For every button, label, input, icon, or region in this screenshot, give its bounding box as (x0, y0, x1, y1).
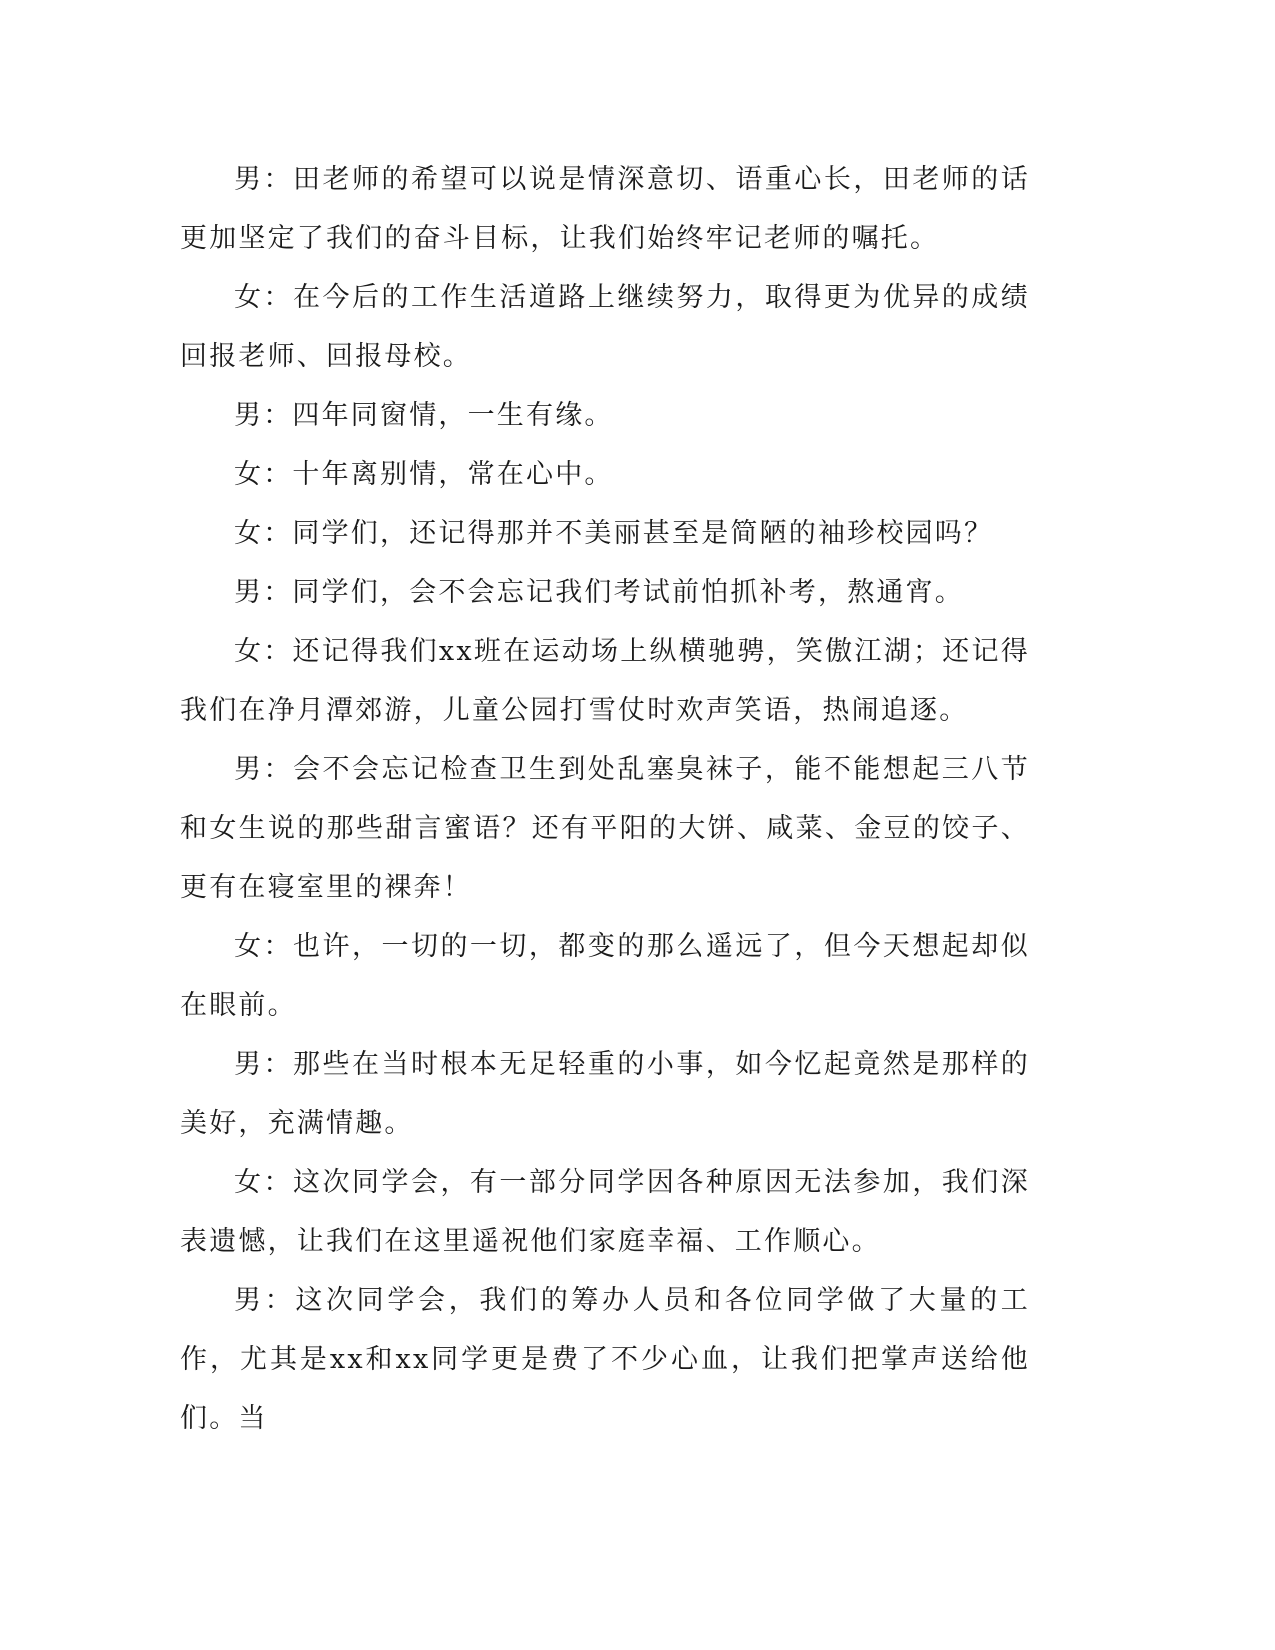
document-body (180, 150, 1030, 1448)
paragraph: 女：十年离别情，常在心中。 (234, 459, 614, 490)
paragraph: 男：那些在当时根本无足轻重的小事，如今忆起竟然是那样的美好，充满情趣。 (180, 1049, 1030, 1139)
paragraph: 女：在今后的工作生活道路上继续努力，取得更为优异的成绩回报老师、回报母校。 (180, 282, 1030, 372)
paragraph: 男：田老师的希望可以说是情深意切、语重心长，田老师的话更加坚定了我们的奋斗目标，让我们始终牢记老师的嘱托。 (180, 164, 1030, 254)
paragraph: 女：也许，一切的一切，都变的那么遥远了，但今天想起却似在眼前。 (180, 931, 1030, 1021)
paragraph: 女：同学们，还记得那并不美丽甚至是简陋的袖珍校园吗？ (234, 518, 994, 549)
paragraph: 男：同学们，会不会忘记我们考试前怕抓补考，熬通宵。 (234, 577, 964, 608)
paragraph: 男：这次同学会，我们的筹办人员和各位同学做了大量的工作，尤其是xx和xx同学更是费了不少心血，让我们把掌声送给他们。当 (180, 1285, 1030, 1434)
paragraph: 女：还记得我们xx班在运动场上纵横驰骋，笑傲江湖；还记得我们在净月潭郊游，儿童公园打雪仗时欢声笑语，热闹追逐。 (180, 636, 1030, 726)
paragraph: 男：四年同窗情，一生有缘。 (234, 400, 614, 431)
paragraph: 女：这次同学会，有一部分同学因各种原因无法参加，我们深表遗憾，让我们在这里遥祝他们家庭幸福、工作顺心。 (180, 1167, 1030, 1257)
paragraph: 男：会不会忘记检查卫生到处乱塞臭袜子，能不能想起三八节和女生说的那些甜言蜜语？还有平阳的大饼、咸菜、金豆的饺子、更有在寝室里的裸奔！ (180, 754, 1030, 903)
